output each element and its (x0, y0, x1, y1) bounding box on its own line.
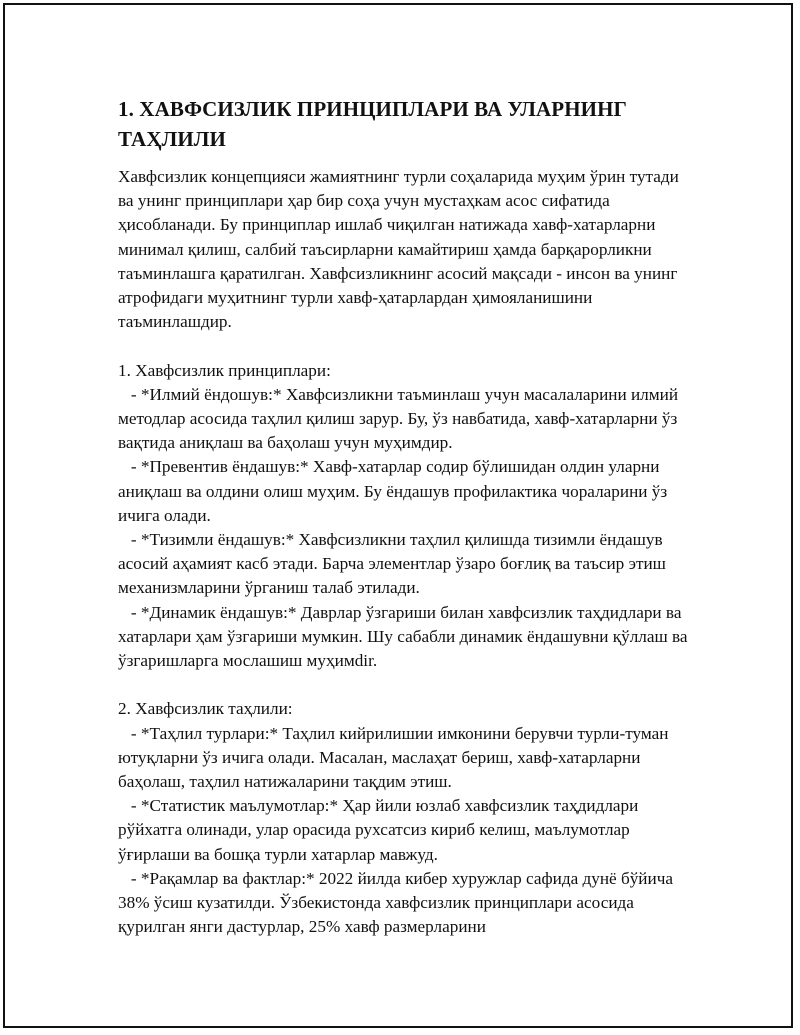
section1-heading: 1. Хавфсизлик принциплари: (118, 360, 331, 380)
intro-paragraph: Хавфсизлик концепцияси жамиятнинг турли соҳаларида муҳим ўрин тутади ва унинг принциплари ҳар бир соҳа учун мустаҳкам асос сифатида ҳисобланади. Бу принциплар ишлаб чиқилган натижада хавф-хатарларни минимал қилиш, салбий таъсирларни камайтириш ҳамда барқарорликни таъминлашга қаратилган. Хавфсизликнинг асосий мақсади - инсон ва унинг атрофидаги муҳитнинг турли хавф-ҳатарлардан ҳимояланишини таъминлашдир. (118, 167, 679, 332)
paragraph-spacer (118, 673, 698, 697)
section2-item-analysis-types: - *Таҳлил турлари:* Таҳлил кийрилишии имконини берувчи турли-туман ютуқларни ўз ичига олади. Масалан, маслаҳат бериш, хавф-хатарларни баҳолаш, таҳлил натижаларини тақдим этиш. (118, 723, 669, 792)
paragraph-spacer (118, 334, 698, 358)
section2-heading: 2. Хавфсизлик таҳлили: (118, 699, 293, 719)
section1-item-dynamic: - *Динамик ёндашув:* Даврлар ўзгариши билан хавфсизлик таҳдидлари ва хатарлари ҳам ўзгариши мумкин. Шу сабабли динамик ёндашувни қўллаш ва ўзгаришларга мослашиш муҳимdir. (118, 602, 688, 671)
document-title: 1. ХАВФСИЗЛИК ПРИНЦИПЛАРИ ВА УЛАРНИНГ ТАҲЛИЛИ (118, 97, 628, 151)
section1-item-scientific: - *Илмий ёндошув:* Хавфсизликни таъминлаш учун масалаларини илмий методлар асосида таҳлил қилиш зарур. Бу, ўз навбатида, хавф-хатарларни ўз вақтида аниқлаш ва баҳолаш учун муҳимдир. (118, 384, 679, 453)
section2-item-statistics: - *Статистик маълумотлар:* Ҳар йили юзлаб хавфсизлик таҳдидлари рўйхатга олинади, улар орасида рухсатсиз кириб келиш, маълумотлар ўғирлаши ва бошқа турли хатарлар мавжуд. (118, 796, 639, 864)
document-body (118, 94, 698, 939)
section1-item-preventive: - *Превентив ёндашув:* Хавф-хатарлар содир бўлишидан олдин уларни аниқлаш ва олдини олиш муҳим. Бу ёндашув профилактика чораларини ўз ичига олади. (118, 457, 668, 525)
section2-item-facts: - *Рақамлар ва фактлар:* 2022 йилда кибер хуружлар сафида дунё бўйича 38% ўсиш кузатилди. Ўзбекистонда хавфсизлик принциплари асосида қурилган янги дастурлар, 25% хавф размерларини (118, 868, 673, 937)
section1-item-systemic: - *Тизимли ёндашув:* Хавфсизликни таҳлил қилишда тизимли ёндашув асосий аҳамият касб этади. Барча элементлар ўзаро боғлиқ ва таъсир этиш механизмларини ўрганиш талаб этилади. (118, 530, 666, 598)
